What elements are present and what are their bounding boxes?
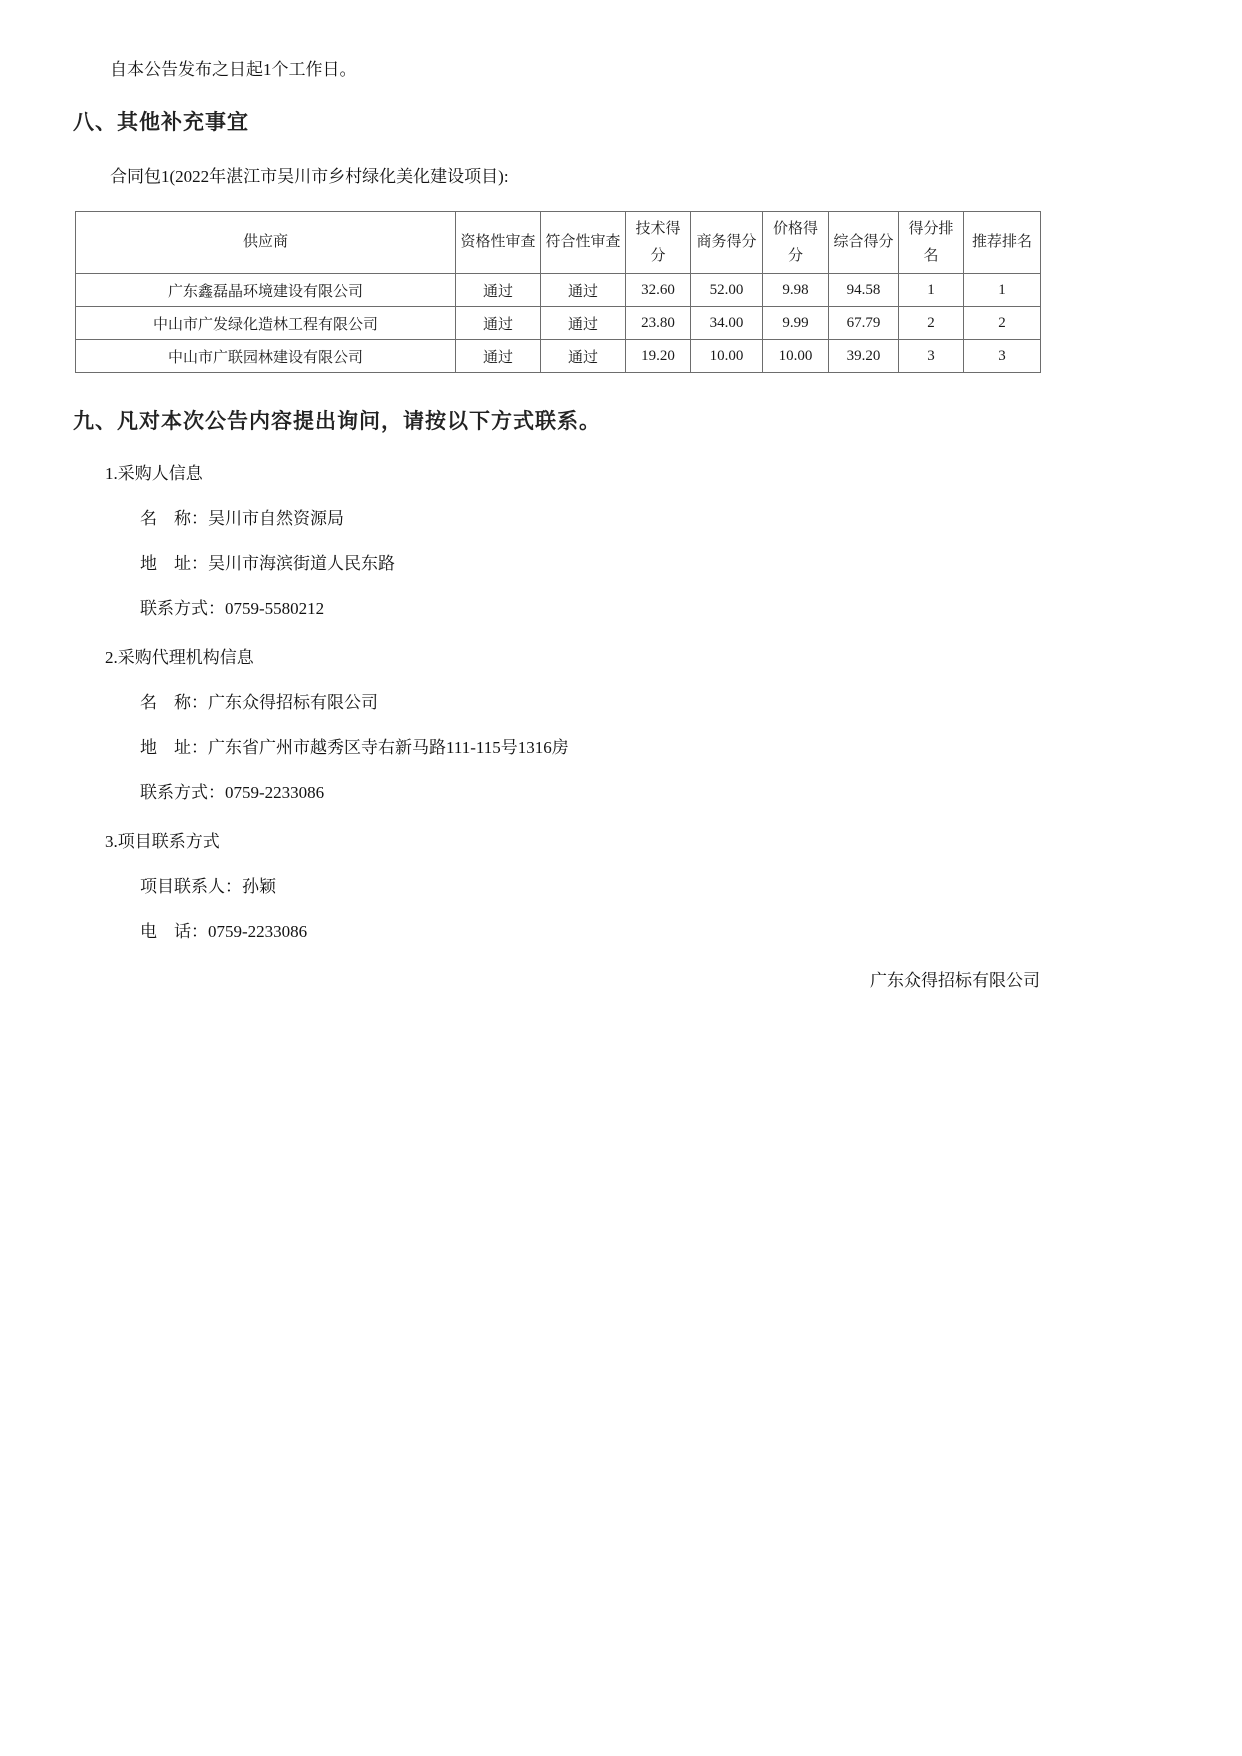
- comprehensive-score-cell: 39.20: [829, 340, 899, 373]
- price-score-cell: 9.98: [763, 274, 829, 307]
- technical-score-cell: 23.80: [626, 307, 691, 340]
- col-header-conformity-review: 符合性审查: [541, 212, 626, 274]
- recommend-rank-cell: 2: [964, 307, 1041, 340]
- purchaser-address-line: 地 址：吴川市海滨街道人民东路: [140, 554, 395, 573]
- agency-name-line: 名 称：广东众得招标有限公司: [140, 693, 378, 712]
- agency-address-line: 地 址：广东省广州市越秀区寺右新马路111-115号1316房: [140, 738, 569, 757]
- col-header-price-score: 价格得分: [763, 212, 829, 274]
- comprehensive-score-cell: 94.58: [829, 274, 899, 307]
- table-row: [76, 274, 1041, 307]
- conformity-review-cell: 通过: [541, 340, 626, 373]
- conformity-review-cell: 通过: [541, 274, 626, 307]
- contract-package-line: 合同包1(2022年湛江市吴川市乡村绿化美化建设项目):: [110, 167, 509, 186]
- price-score-cell: 10.00: [763, 340, 829, 373]
- signature-company: 广东众得招标有限公司: [870, 971, 1040, 990]
- recommend-rank-cell: 3: [964, 340, 1041, 373]
- supplier-name-cell: 中山市广联园林建设有限公司: [76, 340, 456, 373]
- business-score-cell: 10.00: [691, 340, 763, 373]
- project-contact-title: 3.项目联系方式: [105, 832, 220, 851]
- table-header-row: [76, 212, 1041, 274]
- technical-score-cell: 32.60: [626, 274, 691, 307]
- notice-period-line: 自本公告发布之日起1个工作日。: [110, 60, 357, 79]
- section-8-heading: 八、其他补充事宜: [73, 110, 249, 134]
- qualification-review-cell: 通过: [456, 274, 541, 307]
- col-header-score-rank: 得分排名: [899, 212, 964, 274]
- price-score-cell: 9.99: [763, 307, 829, 340]
- recommend-rank-cell: 1: [964, 274, 1041, 307]
- technical-score-cell: 19.20: [626, 340, 691, 373]
- col-header-technical-score: 技术得分: [626, 212, 691, 274]
- purchaser-contact-line: 联系方式：0759-5580212: [140, 599, 325, 618]
- col-header-comprehensive-score: 综合得分: [829, 212, 899, 274]
- project-contact-person-line: 项目联系人：孙颖: [140, 877, 276, 896]
- table-row: [76, 340, 1041, 373]
- project-phone-line: 电 话：0759-2233086: [140, 922, 308, 941]
- score-rank-cell: 3: [899, 340, 964, 373]
- comprehensive-score-cell: 67.79: [829, 307, 899, 340]
- business-score-cell: 34.00: [691, 307, 763, 340]
- score-table: [75, 211, 1041, 373]
- qualification-review-cell: 通过: [456, 307, 541, 340]
- conformity-review-cell: 通过: [541, 307, 626, 340]
- col-header-recommend-rank: 推荐排名: [964, 212, 1041, 274]
- purchaser-info-title: 1.采购人信息: [105, 464, 203, 483]
- agency-contact-line: 联系方式：0759-2233086: [140, 783, 325, 802]
- score-rank-cell: 2: [899, 307, 964, 340]
- supplier-name-cell: 中山市广发绿化造林工程有限公司: [76, 307, 456, 340]
- business-score-cell: 52.00: [691, 274, 763, 307]
- score-rank-cell: 1: [899, 274, 964, 307]
- table-row: [76, 307, 1041, 340]
- col-header-qualification-review: 资格性审查: [456, 212, 541, 274]
- section-9-heading: 九、凡对本次公告内容提出询问，请按以下方式联系。: [73, 409, 601, 433]
- col-header-business-score: 商务得分: [691, 212, 763, 274]
- purchaser-name-line: 名 称：吴川市自然资源局: [140, 509, 344, 528]
- agency-info-title: 2.采购代理机构信息: [105, 648, 254, 667]
- supplier-name-cell: 广东鑫磊晶环境建设有限公司: [76, 274, 456, 307]
- qualification-review-cell: 通过: [456, 340, 541, 373]
- col-header-supplier: 供应商: [76, 212, 456, 274]
